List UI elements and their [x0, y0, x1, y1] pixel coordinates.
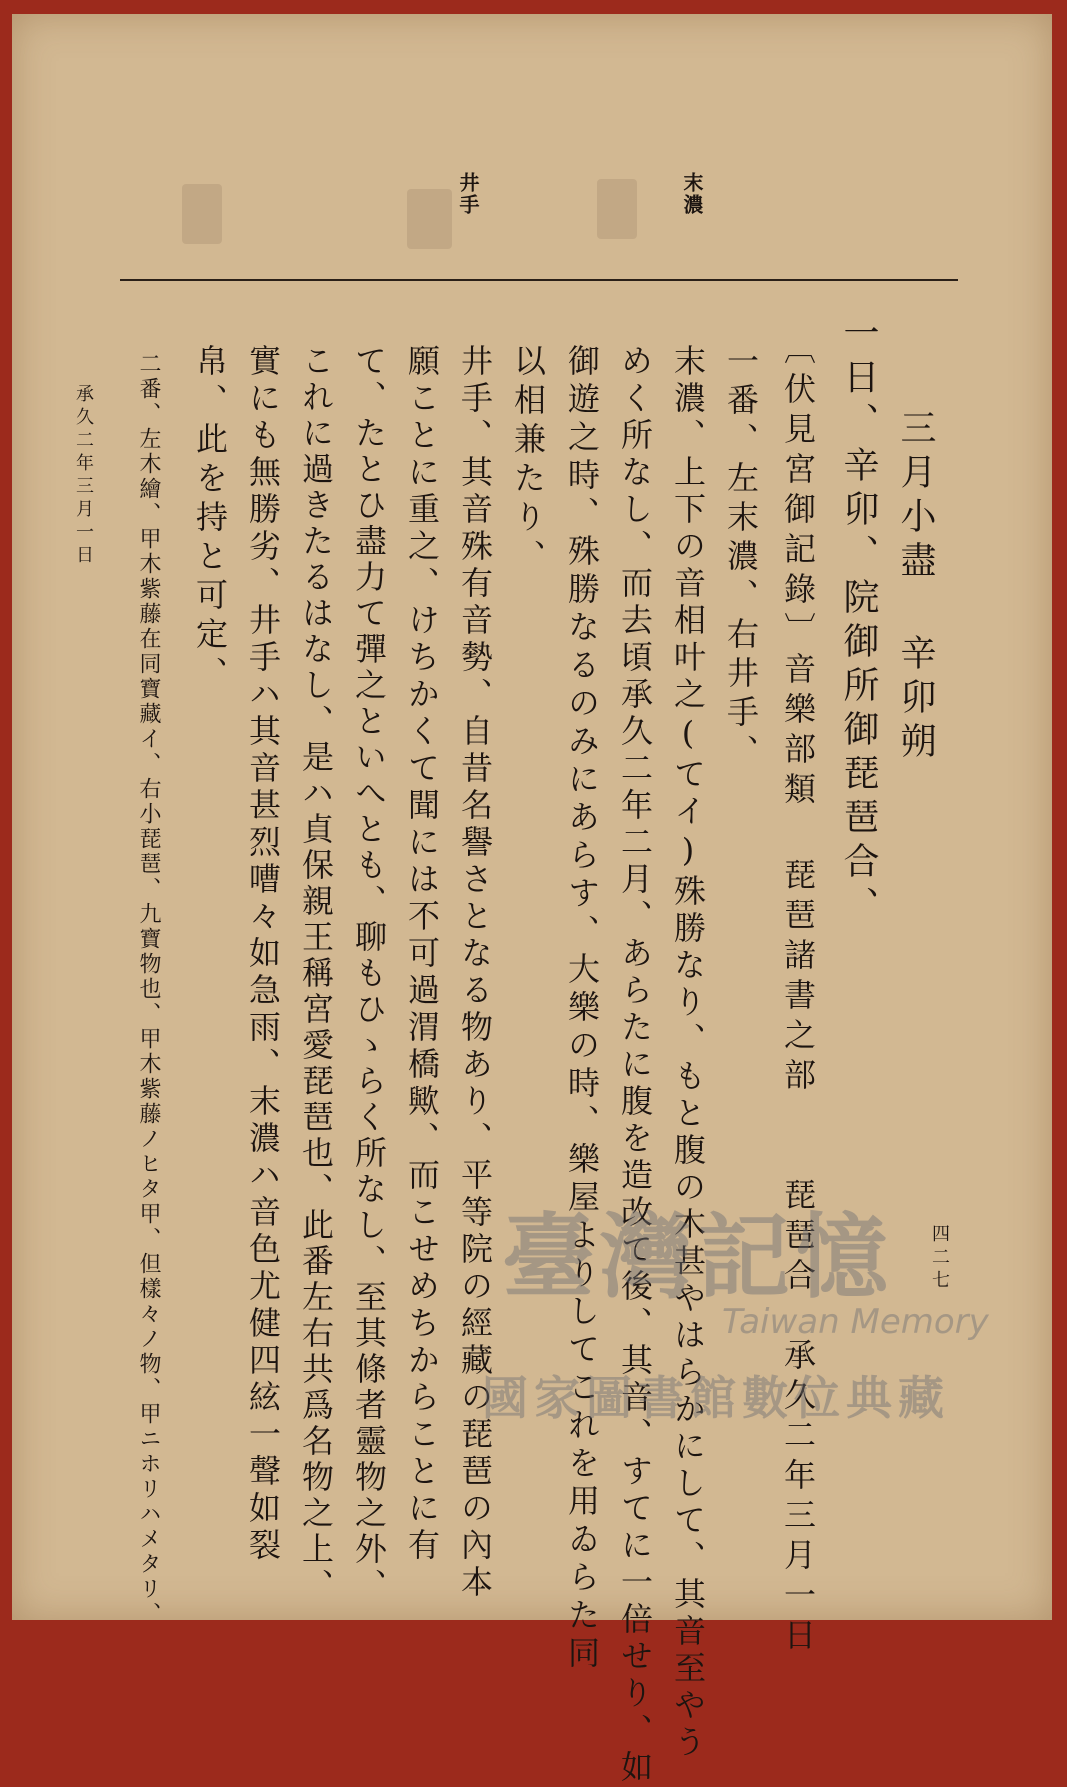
text-column: めく所なし、而去頃承久二年二月、あらたに腹を造改て後、其音、すてに一倍せり、如	[616, 344, 654, 1787]
ink-smudge	[182, 184, 222, 244]
header-left: 井手	[456, 172, 480, 216]
library-watermark	[472, 1184, 992, 1444]
text-column: 二番、左木繪、甲木紫藤在同寶藏イ、右小琵琶、九寶物也、甲木紫藤ノヒタ甲、但樣々ノ物、甲ニホリハメタリ、	[136, 352, 161, 1627]
text-column: 御遊之時、殊勝なるのみにあらす、大樂の時、樂屋よりしてこれを用ゐらた同	[563, 344, 601, 1674]
text-column: 井手、其音殊有音勢、自昔名譽さとなる物あり、平等院の經藏の琵琶の內本	[456, 344, 494, 1602]
text-column: 三月小盡 辛卯朔	[895, 409, 936, 766]
book-page	[12, 14, 1052, 1787]
header-rule	[120, 279, 958, 281]
ink-smudge	[407, 189, 452, 249]
ink-smudge	[597, 179, 637, 239]
text-column: これに過きたるはなし、是ハ貞保親王稱宮愛琵琶也、此番左右共爲名物之上、	[297, 344, 335, 1604]
text-column: 帛、此を持と可定、	[191, 344, 229, 695]
page-number: 四二七	[929, 1224, 950, 1293]
text-column: 以相兼たり、	[509, 344, 547, 578]
watermark-subtitle: 國家圖書館數位典藏	[482, 1371, 950, 1425]
header-right: 末濃	[680, 172, 704, 216]
text-column: 一日、辛卯、院御所御琵琶合、	[838, 314, 879, 930]
text-column: 〔伏見宮御記錄〕音樂部類 琵琶諸書之部 琵琶合 承久二年三月一日	[779, 332, 817, 1658]
text-column: 實にも無勝劣、井手ハ其音甚烈嘈々如急雨、末濃ハ音色尤健四絃一聲如裂	[244, 344, 282, 1565]
watermark-title: 臺灣記憶	[502, 1204, 895, 1311]
running-title: 承久二年三月一日	[73, 384, 94, 568]
text-column: て、たとひ盡力て彈之といへとも、聊もひゝらく所なし、至其條者靈物之外、	[350, 344, 388, 1604]
text-column: 末濃、上下の音相叶之(てイ)殊勝なり、もと腹の木甚やはらかにして、其音至やう	[669, 344, 707, 1762]
text-column: 一番、左末濃、右井手、	[722, 344, 760, 773]
watermark-english: Taiwan Memory	[722, 1302, 989, 1342]
text-column: 願ことに重之、けちかくて聞には不可過渭橋歟、而こせめちからことに有	[403, 344, 441, 1565]
